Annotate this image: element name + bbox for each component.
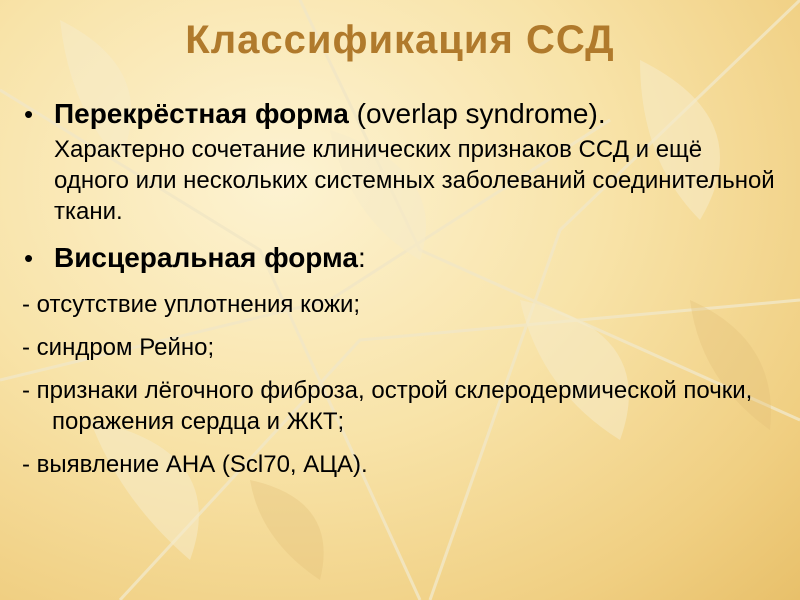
list-item: - признаки лёгочного фиброза, острой склеродермической почки, поражения сердца и ЖКТ; xyxy=(22,377,753,435)
bullet-heading: Перекрёстная форма xyxy=(54,98,349,129)
bullet-item-overlap xyxy=(22,97,782,227)
bullet-heading-rest: : xyxy=(357,242,366,273)
list-item: - синдром Рейно; xyxy=(22,334,215,361)
list-item: - отсутствие уплотнения кожи; xyxy=(22,291,361,318)
bullet-icon: • xyxy=(24,243,34,273)
bullet-icon: • xyxy=(24,99,34,129)
bullet-description: Характерно сочетание клинических признаков ССД и ещё одного или нескольких системных заболеваний соединительной ткани. xyxy=(54,136,775,225)
slide-title: Классификация ССД xyxy=(185,18,615,62)
list-item: - выявление АНА (Scl70, АЦА). xyxy=(22,451,368,478)
bullet-item-visceral xyxy=(22,241,782,275)
bullet-heading-rest: (overlap syndrome). xyxy=(348,98,606,129)
bullet-heading: Висцеральная форма xyxy=(54,242,358,273)
slide-content xyxy=(22,97,782,492)
